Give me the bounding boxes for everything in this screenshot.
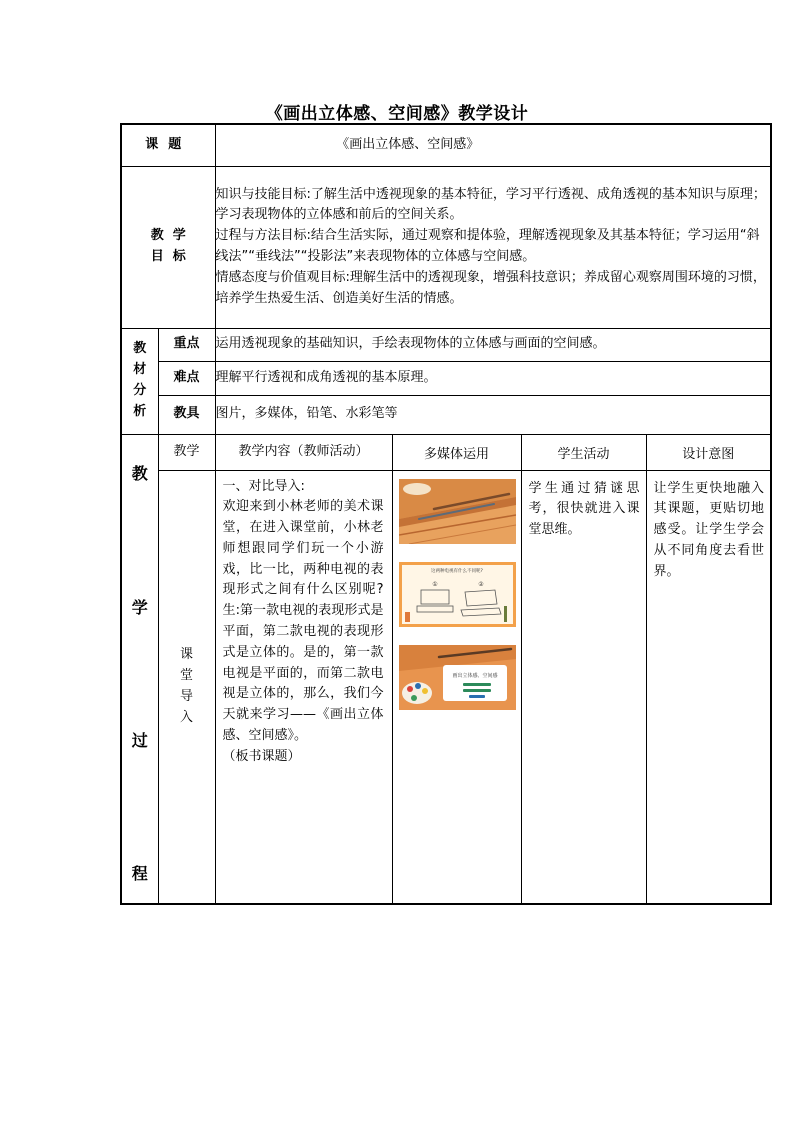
slide-thumbnail-tv bbox=[399, 562, 516, 627]
header-intent: 设计意图 bbox=[646, 434, 771, 470]
header-student: 学生活动 bbox=[521, 434, 646, 470]
design-intent: 让学生更快地融入其课题，更贴切地感受。让学生学会从不同角度去看世界。 bbox=[646, 470, 771, 904]
slide-label-1: ① bbox=[431, 580, 438, 588]
topic-row bbox=[121, 124, 771, 166]
student-activity: 学生通过猜谜思考，很快就进入课堂思维。 bbox=[521, 470, 646, 904]
goals-text bbox=[215, 166, 771, 328]
analysis-label-char: 析 bbox=[133, 403, 147, 419]
goals-row bbox=[121, 166, 771, 328]
header-stage: 教学 bbox=[158, 434, 215, 470]
slide-thumbnail-wood bbox=[399, 479, 516, 544]
lesson-plan-table bbox=[120, 123, 772, 905]
key-point-text: 运用透视现象的基础知识，手绘表现物体的立体感与画面的空间感。 bbox=[215, 328, 771, 361]
media-cell bbox=[392, 470, 521, 904]
analysis-label-char: 材 bbox=[133, 362, 147, 378]
process-body-row bbox=[121, 470, 771, 904]
process-label-char: 学 bbox=[131, 597, 148, 617]
slide-title-text: 画出立体感、空间感 bbox=[452, 672, 498, 679]
goal-emotion: 情感态度与价值观目标:理解生活中的透视现象，增强科技意识；养成留心观察周围环境的习惯，培养学生热爱生活、创造美好生活的情感。 bbox=[215, 269, 766, 306]
analysis-label-char: 教 bbox=[133, 341, 147, 357]
stage-char: 堂 bbox=[180, 667, 194, 683]
goals-label-line1: 教 学 bbox=[150, 228, 186, 244]
process-label-char: 过 bbox=[131, 730, 148, 750]
process-label bbox=[121, 434, 158, 904]
content-heading: 一、对比导入: bbox=[222, 478, 305, 494]
difficulty-label: 难点 bbox=[158, 361, 215, 395]
slide-caption: 这两种电视有什么不同呢? bbox=[430, 568, 483, 574]
process-header-row bbox=[121, 434, 771, 470]
tools-label: 教具 bbox=[158, 395, 215, 434]
analysis-row-difficulty bbox=[121, 361, 771, 395]
header-media: 多媒体运用 bbox=[392, 434, 521, 470]
topic-label: 课题 bbox=[121, 124, 215, 166]
goals-label-line2: 目 标 bbox=[150, 249, 186, 264]
content-body: 欢迎来到小林老师的美术课堂，在进入课堂前，小林老师想跟同学们玩一个小游戏，比一比，两种电视的表现形式之间有什么区别呢?生:第一款电视的表现形式是平面，第二款电视的表现形式是立体的。是的，第一款电视是平面的，而第二款电视是立体的，那么，我们今天就来学习——《画出立体感、空间感》。 bbox=[222, 499, 384, 744]
tools-text: 图片，多媒体，铅笔、水彩笔等 bbox=[215, 395, 771, 434]
stage-label bbox=[158, 470, 215, 904]
goal-knowledge: 知识与技能目标:了解生活中透视现象的基本特征，学习平行透视、成角透视的基本知识与原理；学习表现物体的立体感和前后的空间关系。 bbox=[215, 186, 766, 223]
stage-char: 课 bbox=[180, 647, 194, 663]
teaching-content bbox=[215, 470, 392, 904]
content-note: （板书课题） bbox=[222, 748, 301, 764]
goal-method: 过程与方法目标:结合生活实际，通过观察和提体验，理解透视现象及其基本特征；学习运用“斜线法”“垂线法”“投影法”来表现物体的立体感与空间感。 bbox=[215, 228, 760, 264]
difficulty-text: 理解平行透视和成角透视的基本原理。 bbox=[215, 361, 771, 395]
stage-char: 导 bbox=[180, 688, 194, 704]
stage-char: 入 bbox=[180, 709, 194, 725]
header-content: 教学内容（教师活动） bbox=[215, 434, 392, 470]
page-title: 《画出立体感、空间感》教学设计 bbox=[265, 104, 529, 124]
analysis-row-key bbox=[121, 328, 771, 361]
process-label-char: 教 bbox=[131, 463, 148, 483]
process-label-char: 程 bbox=[131, 863, 148, 883]
analysis-label-char: 分 bbox=[133, 383, 147, 398]
analysis-label bbox=[121, 328, 158, 434]
analysis-row-tools bbox=[121, 395, 771, 434]
slide-label-2: ② bbox=[477, 580, 484, 588]
key-point-label: 重点 bbox=[158, 328, 215, 361]
goals-label bbox=[121, 166, 215, 328]
topic-value: 《画出立体感、空间感》 bbox=[215, 124, 771, 166]
slide-thumbnail-title bbox=[399, 645, 516, 710]
